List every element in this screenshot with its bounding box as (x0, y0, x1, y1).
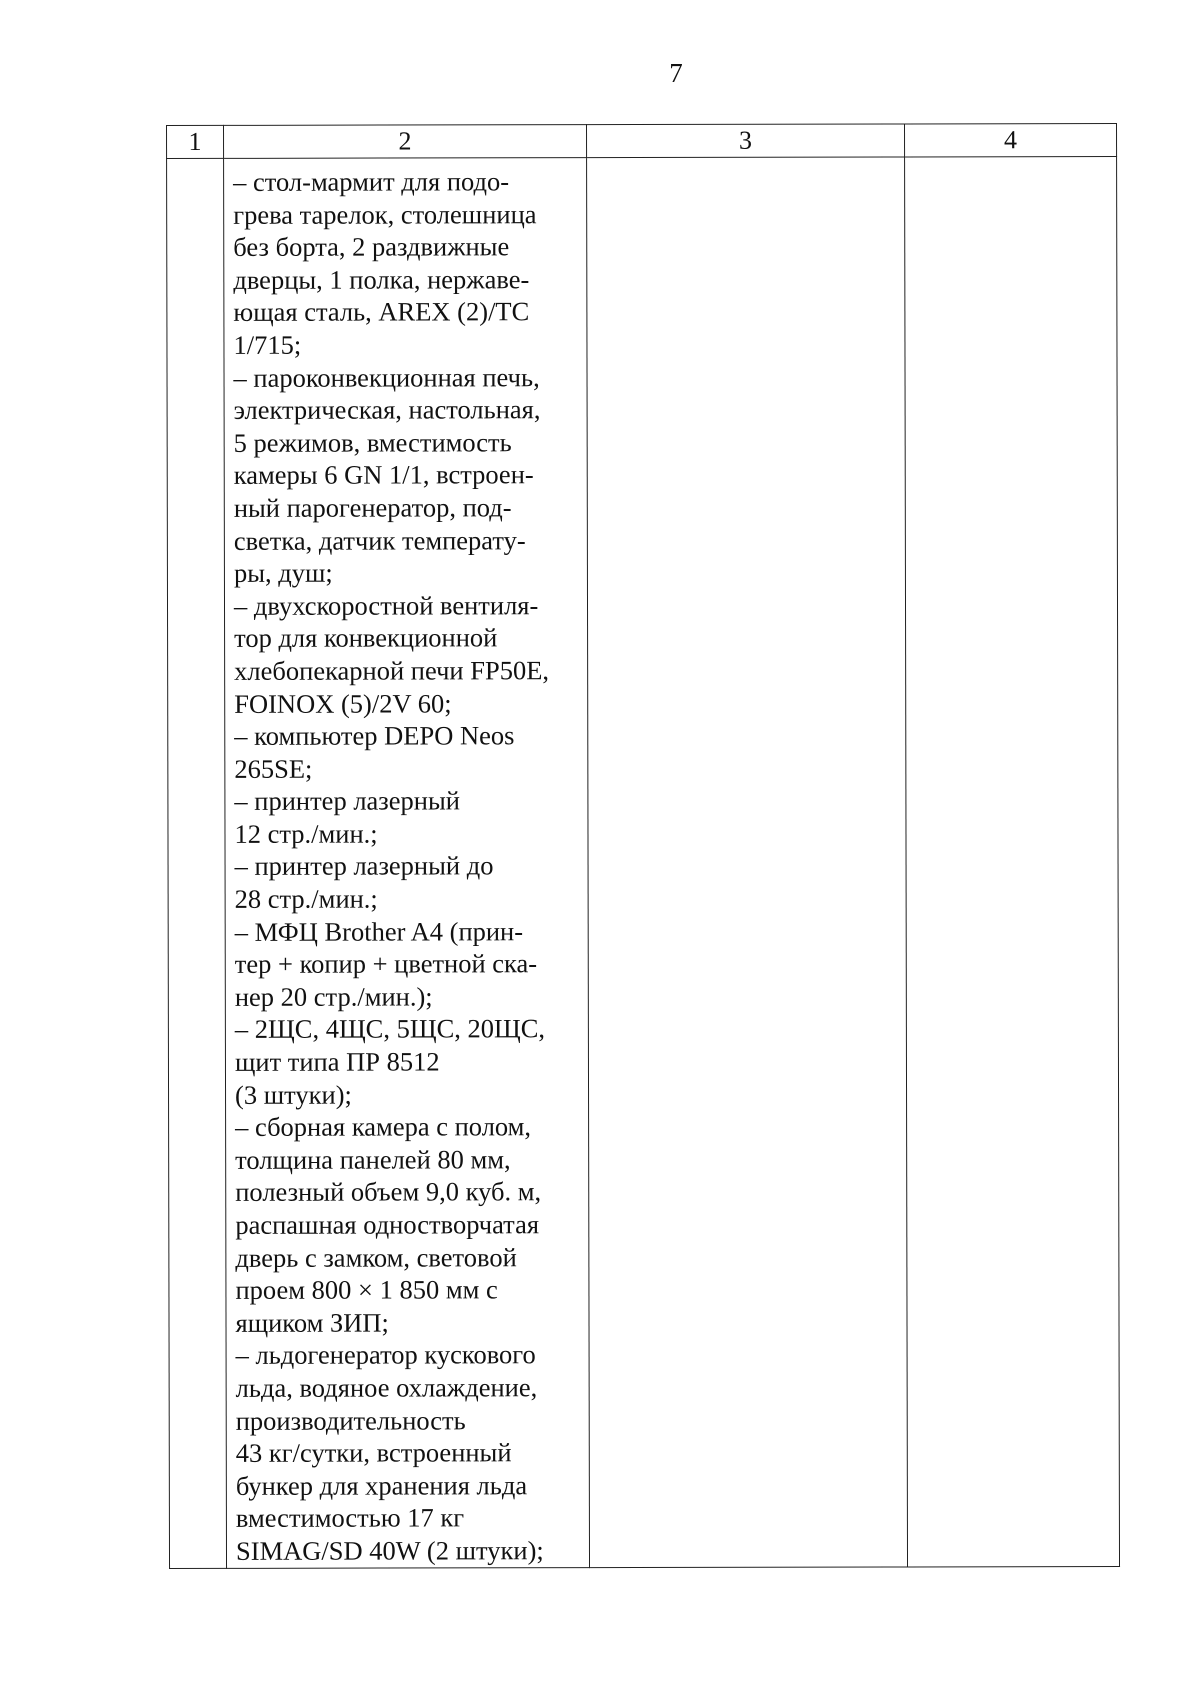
equipment-line: льда, водяное охлаждение, (235, 1372, 538, 1403)
equipment-line: распашная одностворчатая (235, 1209, 540, 1240)
equipment-line: – сборная камера с полом, (235, 1111, 532, 1143)
equipment-line: тор для конвекционной (234, 622, 498, 654)
equipment-line: полезный объем 9,0 куб. м, (235, 1176, 542, 1208)
page-number: 7 (669, 58, 683, 88)
equipment-line: 265SE; (234, 753, 313, 784)
equipment-line: – 2ЩС, 4ЩС, 5ЩС, 20ЩС, (234, 1013, 546, 1045)
equipment-table (166, 123, 1120, 1569)
equipment-line: – двухскоростной вентиля- (233, 589, 539, 621)
equipment-line: – принтер лазерный (234, 785, 460, 817)
equipment-line: проем 800 × 1 850 мм с (235, 1274, 498, 1306)
column-header-1: 1 (167, 125, 224, 158)
equipment-line: дверцы, 1 полка, нержаве- (233, 264, 530, 295)
equipment-line: 5 режимов, вместимость (233, 427, 512, 458)
table-row (167, 157, 1120, 1569)
equipment-line: ры, душ; (233, 557, 333, 588)
equipment-line: – льдогенератор кускового (235, 1339, 536, 1371)
equipment-line: грева тарелок, столешница (233, 198, 537, 230)
equipment-line: 12 стр./мин.; (234, 818, 378, 849)
equipment-line: 43 кг/сутки, встроенный (235, 1437, 512, 1469)
table-cell-col2 (224, 158, 590, 1568)
equipment-line: 28 стр./мин.; (234, 883, 378, 914)
equipment-line: дверь с замком, световой (235, 1241, 517, 1273)
equipment-line: камеры 6 GN 1/1, встроен- (233, 459, 534, 491)
equipment-line: – МФЦ Brother A4 (прин- (234, 915, 524, 947)
table-cell-col4 (905, 157, 1120, 1567)
column-header-4: 4 (904, 124, 1116, 157)
equipment-line: – компьютер DEPO Neos (234, 720, 515, 751)
equipment-line: электрическая, настольная, (233, 394, 541, 426)
table-cell-col1 (167, 158, 227, 1568)
equipment-line: FOINOX (5)/2V 60; (234, 687, 452, 719)
table-cell-col3 (587, 157, 908, 1567)
equipment-line: – стол-мармит для подо- (233, 166, 510, 197)
equipment-line: 1/715; (233, 329, 302, 360)
equipment-line: ный парогенератор, под- (233, 492, 512, 523)
equipment-line: – пароконвекционная печь, (233, 361, 540, 393)
equipment-line: хлебопекарной печи FP50E, (234, 655, 550, 686)
equipment-line: без борта, 2 раздвижные (233, 231, 510, 263)
column-header-2: 2 (224, 125, 587, 159)
equipment-line: (3 штуки); (234, 1079, 352, 1110)
equipment-line: тер + копир + цветной ска- (234, 948, 538, 980)
column-header-3: 3 (587, 124, 905, 158)
equipment-line: производительность (235, 1404, 466, 1436)
equipment-line: SIMAG/SD 40W (2 штуки); (235, 1535, 544, 1566)
equipment-line: светка, датчик температу- (233, 524, 526, 556)
equipment-line: толщина панелей 80 мм, (235, 1144, 511, 1175)
equipment-line: – принтер лазерный до (234, 850, 494, 882)
equipment-line: нер 20 стр./мин.); (234, 981, 433, 1012)
equipment-line: вместимостью 17 кг (235, 1502, 465, 1534)
equipment-line: щит типа ПР 8512 (234, 1046, 440, 1077)
equipment-list (224, 158, 589, 1567)
equipment-line: бункер для хранения льда (235, 1469, 528, 1501)
equipment-line: ящиком ЗИП; (235, 1307, 389, 1338)
equipment-line: ющая сталь, AREX (2)/TC (233, 296, 530, 328)
table-header-row (167, 124, 1117, 159)
